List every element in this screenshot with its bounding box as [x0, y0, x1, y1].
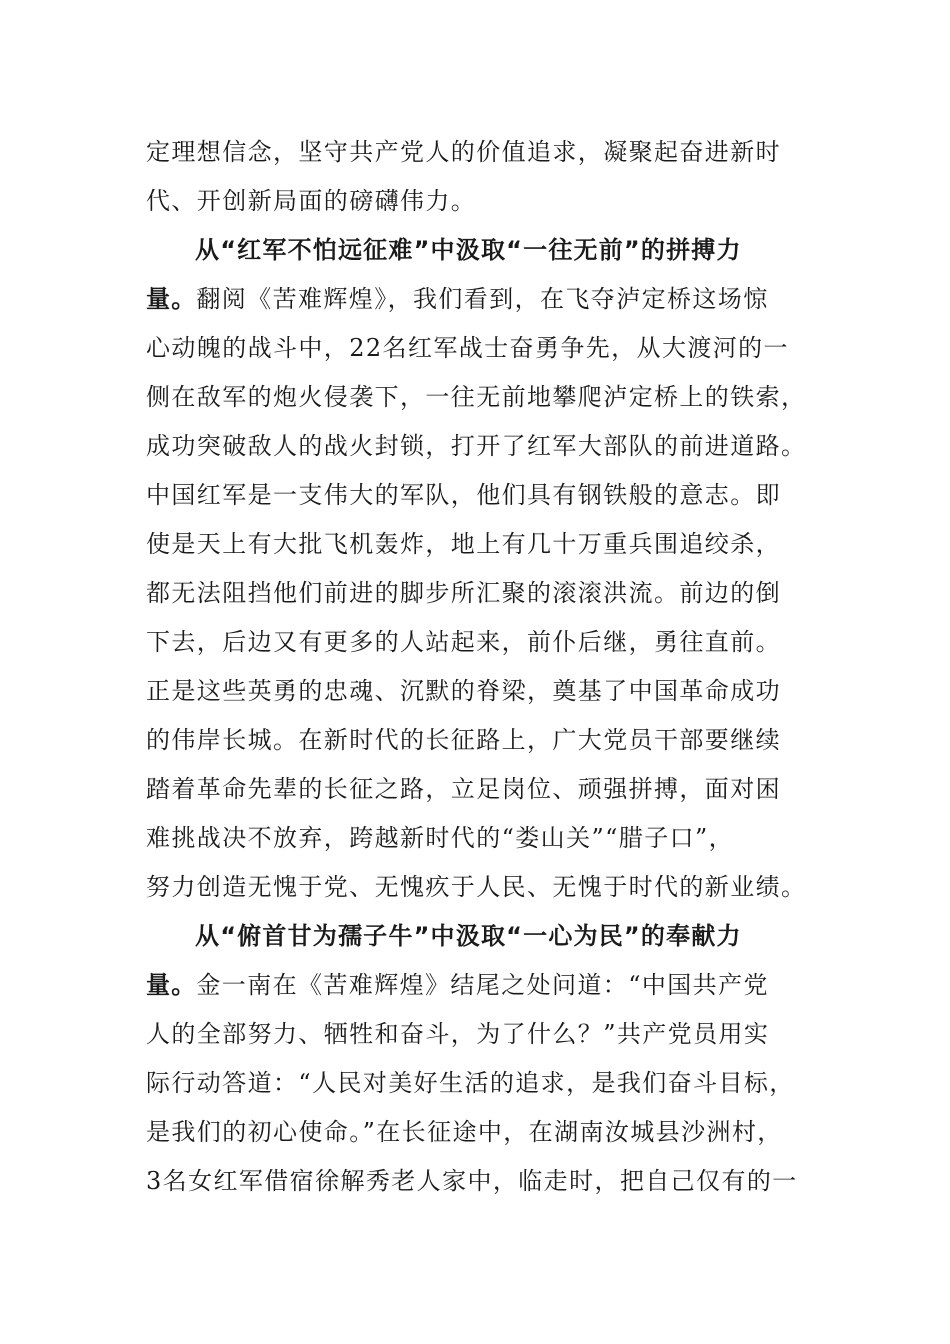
line-text: 难挑战决不放弃，跨越新时代的“娄山关”“腊子口”，	[146, 824, 735, 852]
text-line	[146, 128, 806, 177]
text-line	[146, 863, 806, 912]
text-line	[146, 275, 806, 324]
line-text: 的伟岸长城。在新时代的长征路上，广大党员干部要继续	[146, 726, 781, 754]
section-heading	[146, 226, 806, 275]
body-text	[146, 128, 806, 1206]
line-text: 踏着革命先辈的长征之路，立足岗位、顽强拼搏，面对困	[146, 775, 781, 803]
line-text: 下去，后边又有更多的人站起来，前仆后继，勇往直前。	[146, 628, 781, 656]
text-line	[146, 324, 806, 373]
heading-text: 量。	[146, 971, 197, 999]
line-text: 是我们的初心使命。”在长征途中，在湖南汝城县沙洲村，	[146, 1118, 783, 1146]
line-text: 3名女红军借宿徐解秀老人家中，临走时，把自己仅有的一	[146, 1167, 798, 1195]
text-line	[146, 177, 806, 226]
line-text: 翻阅《苦难辉煌》，我们看到，在飞夺泸定桥这场惊	[196, 285, 769, 313]
text-line	[146, 520, 806, 569]
text-line	[146, 961, 806, 1010]
line-text: 代、开创新局面的磅礴伟力。	[146, 187, 477, 215]
line-text: 使是天上有大批飞机轰炸，地上有几十万重兵围追绞杀，	[146, 530, 781, 558]
text-line	[146, 1059, 806, 1108]
line-text: 金一南在《苦难辉煌》结尾之处问道：“中国共产党	[196, 971, 769, 999]
text-line	[146, 716, 806, 765]
text-line	[146, 1010, 806, 1059]
line-text: 正是这些英勇的忠魂、沉默的脊梁，奠基了中国革命成功	[146, 677, 781, 705]
text-line	[146, 814, 806, 863]
text-line	[146, 471, 806, 520]
line-text: 成功突破敌人的战火封锁，打开了红军大部队的前进道路。	[146, 432, 807, 460]
line-text: 侧在敌军的炮火侵袭下，一往无前地攀爬泸定桥上的铁索，	[146, 383, 807, 411]
text-line	[146, 373, 806, 422]
line-text: 心动魄的战斗中，22名红军战士奋勇争先，从大渡河的一	[146, 334, 789, 362]
heading-text: 从“俯首甘为孺子牛”中汲取“一心为民”的奉献力	[195, 922, 742, 950]
line-text: 定理想信念，坚守共产党人的价值追求，凝聚起奋进新时	[146, 138, 781, 166]
text-line	[146, 422, 806, 471]
text-line	[146, 569, 806, 618]
text-line	[146, 618, 806, 667]
line-text: 中国红军是一支伟大的军队，他们具有钢铁般的意志。即	[146, 481, 781, 509]
heading-text: 从“红军不怕远征难”中汲取“一往无前”的拼搏力	[195, 236, 742, 264]
text-line	[146, 1157, 806, 1206]
heading-text: 量。	[146, 285, 197, 313]
line-text: 都无法阻挡他们前进的脚步所汇聚的滚滚洪流。前边的倒	[146, 579, 781, 607]
text-line	[146, 1108, 806, 1157]
text-line	[146, 765, 806, 814]
line-text: 际行动答道：“人民对美好生活的追求，是我们奋斗目标，	[146, 1069, 795, 1097]
section-heading	[146, 912, 806, 961]
line-text: 人的全部努力、牺牲和奋斗，为了什么？”共产党员用实	[146, 1020, 770, 1048]
text-line	[146, 667, 806, 716]
line-text: 努力创造无愧于党、无愧疚于人民、无愧于时代的新业绩。	[146, 873, 807, 901]
